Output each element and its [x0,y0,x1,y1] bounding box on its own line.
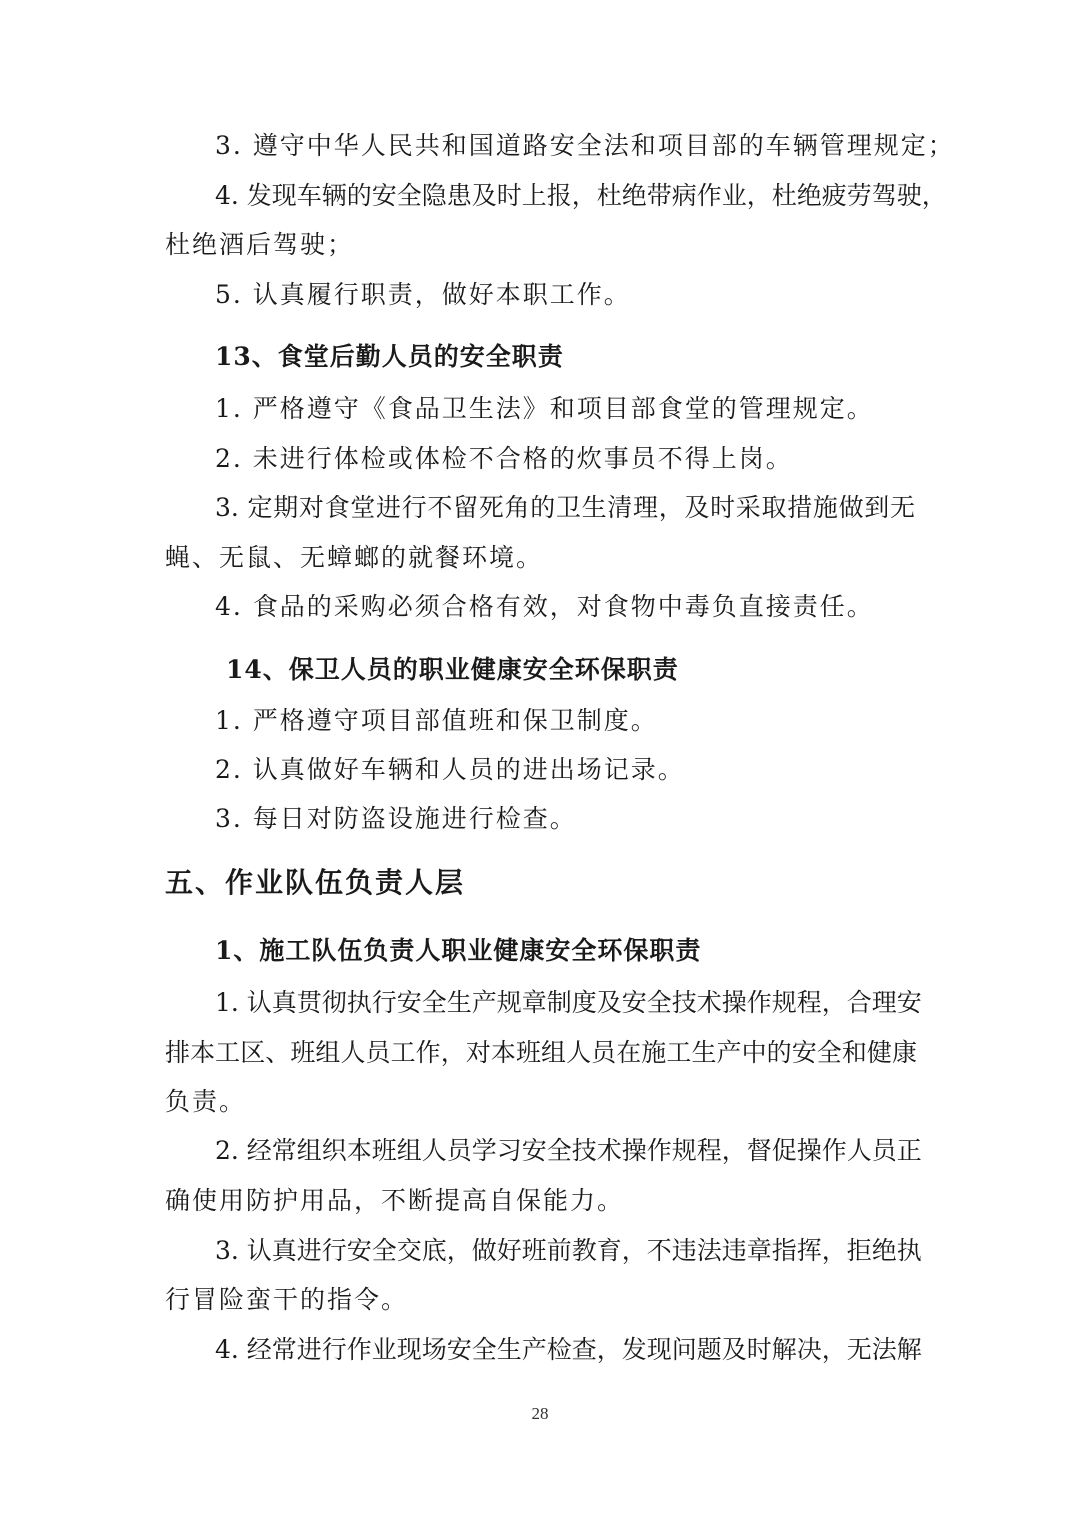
text-line: 1. 严格遵守《食品卫生法》和项目部食堂的管理规定。 [215,394,874,423]
text-line: 5. 认真履行职责，做好本职工作。 [215,280,631,309]
text-line: 3. 认真进行安全交底，做好班前教育，不违法违章指挥，拒绝执 [215,1236,922,1265]
text-line: 4. 发现车辆的安全隐患及时上报，杜绝带病作业，杜绝疲劳驾驶， [215,181,947,210]
page-number: 28 [531,1404,549,1423]
section-heading: 五、作业队伍负责人层 [165,866,466,899]
text-line: 2. 经常组织本班组人员学习安全技术操作规程，督促操作人员正 [215,1136,922,1165]
text-line: 3. 每日对防盗设施进行检查。 [215,804,577,833]
text-line: 负责。 [165,1087,247,1116]
text-line: 2. 未进行体检或体检不合格的炊事员不得上岗。 [215,444,793,473]
text-line: 确使用防护用品，不断提高自保能力。 [165,1186,625,1215]
text-line: 行冒险蛮干的指令。 [165,1285,409,1314]
subsection-heading: 13、食堂后勤人员的安全职责 [215,342,564,371]
text-line: 1. 认真贯彻执行安全生产规章制度及安全技术操作规程，合理安 [215,988,922,1017]
text-line: 3. 定期对食堂进行不留死角的卫生清理，及时采取措施做到无 [215,493,915,522]
text-line: 4. 食品的采购必须合格有效，对食物中毒负直接责任。 [215,592,874,621]
subsection-heading: 14、保卫人员的职业健康安全环保职责 [226,655,679,684]
text-line: 排本工区、班组人员工作，对本班组人员在施工生产中的安全和健康 [165,1038,917,1067]
text-line: 蝇、无鼠、无蟑螂的就餐环境。 [165,543,544,572]
text-line: 2. 认真做好车辆和人员的进出场记录。 [215,755,685,784]
text-line: 杜绝酒后驾驶； [165,230,355,259]
text-line: 3. 遵守中华人民共和国道路安全法和项目部的车辆管理规定； [215,131,955,160]
subsection-heading: 1、施工队伍负责人职业健康安全环保职责 [215,936,702,965]
text-line: 1. 严格遵守项目部值班和保卫制度。 [215,706,658,735]
text-line: 4. 经常进行作业现场安全生产检查，发现问题及时解决，无法解 [215,1335,922,1364]
